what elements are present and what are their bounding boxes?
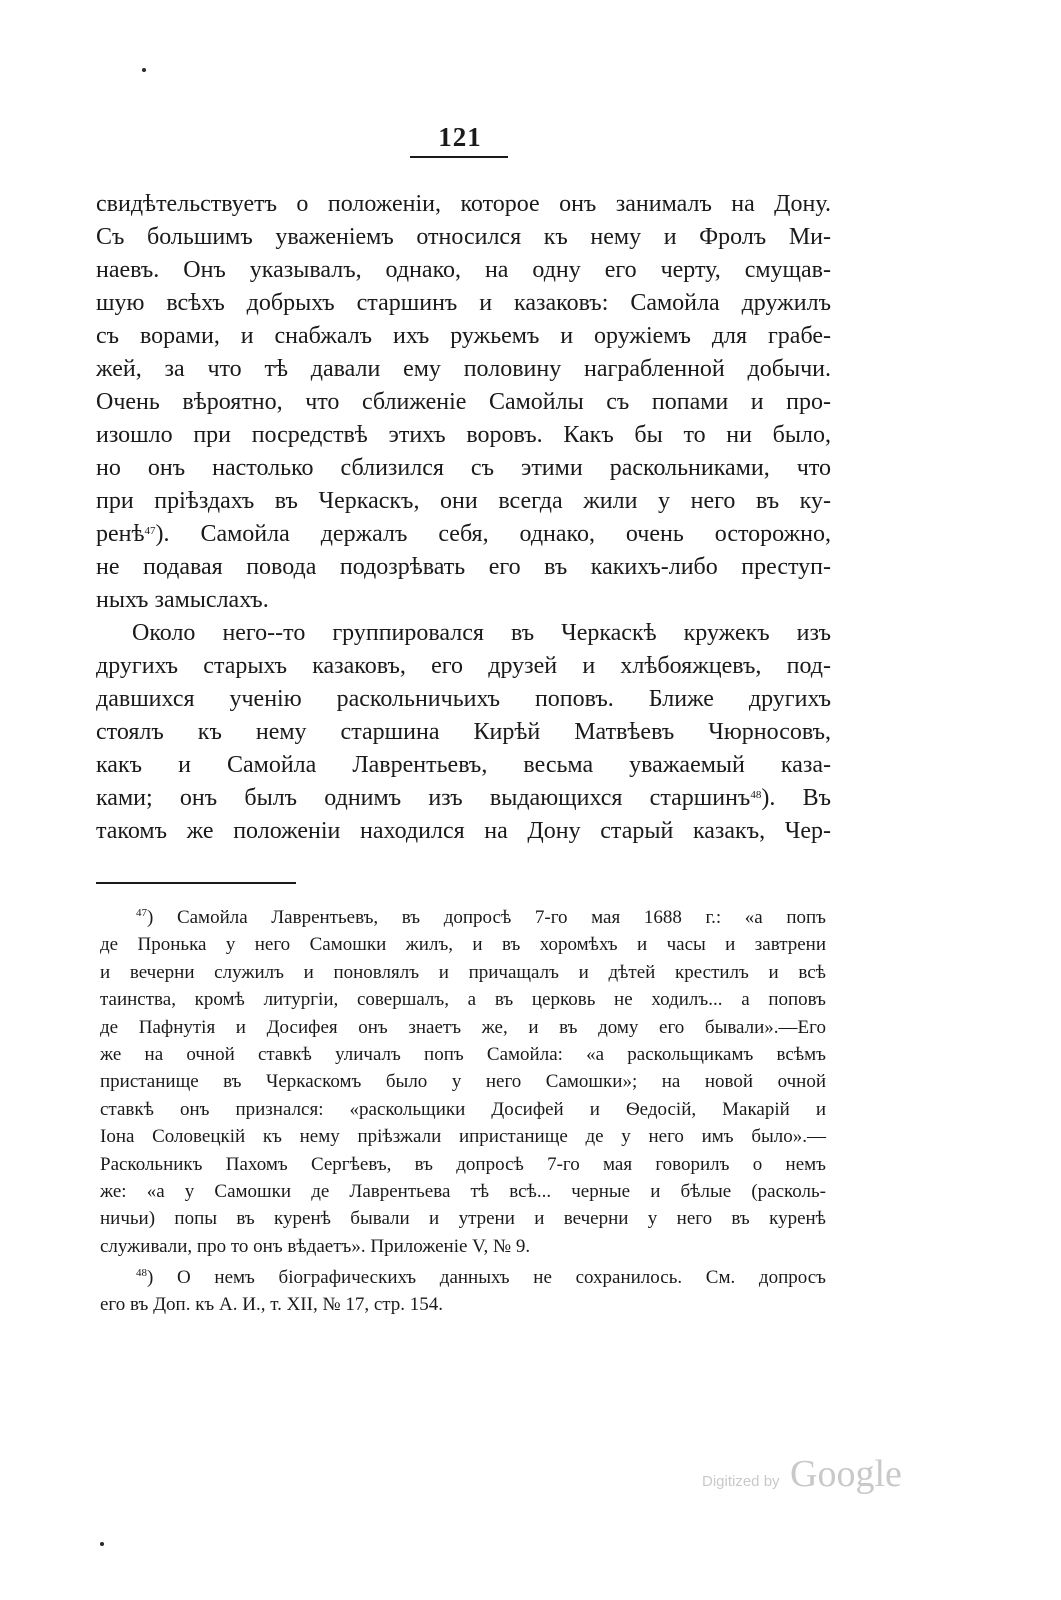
footnote-line [100,1291,826,1318]
footnote-line [100,1264,826,1291]
footnote-marker: 47 [136,907,147,919]
line-text: ныхъ замыслахъ. [96,587,269,613]
text-line [96,353,831,386]
line-text: ) Самойла Лаврентьевъ, въ допросѣ 7-го мая 1688 г.: «а попъ [147,907,826,928]
watermark-brand: Google [790,1453,902,1495]
footnote-line [100,931,826,958]
page-number-rule [410,156,508,158]
text-line [96,749,831,782]
text-line [96,320,831,353]
line-text: давшихся ученiю раскольничьихъ поповъ. Ближе другихъ [96,686,831,712]
line-text: ренѣ [96,521,145,547]
line-text: и вечерни служилъ и поновлялъ и причащалъ и дѣтей крестилъ и всѣ [100,961,826,983]
footnote-line [100,904,826,931]
text-line [96,815,831,848]
line-text: при прiѣздахъ въ Черкаскъ, они всегда жили у него въ ку- [96,488,831,514]
line-text: какъ и Самойла Лаврентьевъ, весьма уважаемый каза- [96,752,831,778]
line-text: другихъ старыхъ казаковъ, его друзей и хлѣбояжцевъ, под- [96,653,831,679]
line-text: наевъ. Онъ указывалъ, однако, на одну его черту, смущав- [96,257,831,283]
footnote-line [100,1068,826,1095]
text-line [96,518,831,551]
footnote-reference: 48 [750,789,762,801]
text-line [96,551,831,584]
text-line [96,584,831,617]
line-text: ) О немъ бiографическихъ данныхъ не сохранилось. См. допросъ [147,1267,826,1289]
line-text: свидѣтельствуетъ о положенiи, которое онъ занималъ на Дону. [96,191,831,217]
text-line [96,716,831,749]
text-line [96,287,831,320]
line-text: же: «а у Самошки де Лаврентьева тѣ всѣ... черные и бѣлые (расколь- [100,1180,826,1202]
footnote-separator [96,882,296,884]
footnote-marker: 48 [136,1267,147,1280]
line-text: пристанище въ Черкаскомъ было у него Самошки»; на новой очной [100,1071,826,1093]
footnotes [100,904,826,1319]
line-text: жей, за что тѣ давали ему половину награбленной добычи. [96,356,831,382]
footnote-line [100,1178,826,1205]
line-text: изошло при посредствѣ этихъ воровъ. Какъ бы то ни было, [96,422,831,448]
line-text: служивали, про то онъ вѣдаетъ». Приложенiе V, № 9. [100,1235,531,1257]
line-text: таинства, кромѣ литургiи, совершалъ, а въ церковь не ходилъ... а поповъ [100,989,826,1011]
watermark-prefix: Digitized by [702,1473,780,1490]
footnote-line [100,1123,826,1150]
line-text: такомъ же положенiи находился на Дону старый казакъ, Чер- [96,818,831,844]
footnote-line [100,1096,826,1123]
line-text: Iона Соловецкiй къ нему прiѣзжали ипристанище де у него имъ было».— [100,1126,826,1148]
text-line [96,782,831,815]
footnote-reference: 47 [144,525,156,537]
text-line [96,452,831,485]
page-number: 121 [438,122,482,152]
text-line [96,617,831,650]
line-text: де Пронька у него Самошки жилъ, и въ хоромѣхъ и часы и завтрени [100,934,826,956]
line-text: Очень вѣроятно, что сближенiе Самойлы съ попами и про- [96,389,831,415]
footnote-line [100,1014,826,1041]
line-text: стоялъ къ нему старшина Кирѣй Матвѣевъ Чюрносовъ, [96,719,831,745]
text-line [96,221,831,254]
footnote-line [100,1233,826,1260]
footnote-line [100,1151,826,1178]
line-text: ничьи) попы въ куренѣ бывали и утрени и вечерни у него въ куренѣ [100,1208,826,1230]
footnote-line [100,986,826,1013]
line-text: не подавая повода подозрѣвать его въ какихъ-либо преступ- [96,554,831,580]
digitized-by-google-watermark [702,1452,922,1502]
line-text: ставкѣ онъ признался: «раскольщики Досифей и Ѳедосiй, Макарiй и [100,1098,826,1120]
body-text [96,188,831,848]
text-line [96,386,831,419]
line-text-continued: ). Самойла держалъ себя, однако, очень осторожно, [155,521,831,547]
text-line [96,188,831,221]
text-line [96,650,831,683]
line-text: ками; онъ былъ однимъ изъ выдающихся старшинъ [96,785,751,811]
line-text: съ ворами, и снабжалъ ихъ ружьемъ и оружiемъ для грабе- [96,323,831,349]
print-speck-top [142,68,146,72]
print-speck-bottom [100,1542,104,1546]
text-line [96,485,831,518]
line-text: Около него--то группировался въ Черкаскѣ кружекъ изъ [132,620,831,646]
line-text: Съ большимъ уваженiемъ относился къ нему и Фролъ Ми- [96,224,831,250]
line-text: но онъ настолько сблизился съ этими раскольниками, что [96,455,831,481]
line-text: Раскольникъ Пахомъ Сергѣевъ, въ допросѣ 7-го мая говорилъ о немъ [100,1153,826,1175]
line-text: же на очной ставкѣ уличалъ попъ Самойла: «а раскольщикамъ всѣмъ [100,1043,826,1065]
text-line [96,254,831,287]
text-line [96,419,831,452]
footnote-line [100,1041,826,1068]
footnote-line [100,959,826,986]
footnote-line [100,1205,826,1232]
line-text: его въ Доп. къ А. И., т. XII, № 17, стр. 154. [100,1294,444,1316]
line-text: де Пафнутiя и Досифея онъ знаетъ же, и въ дому его бывали».—Его [100,1016,826,1038]
line-text: шую всѣхъ добрыхъ старшинъ и казаковъ: Самойла дружилъ [96,290,831,316]
line-text-continued: ). Въ [761,785,831,811]
text-line [96,683,831,716]
